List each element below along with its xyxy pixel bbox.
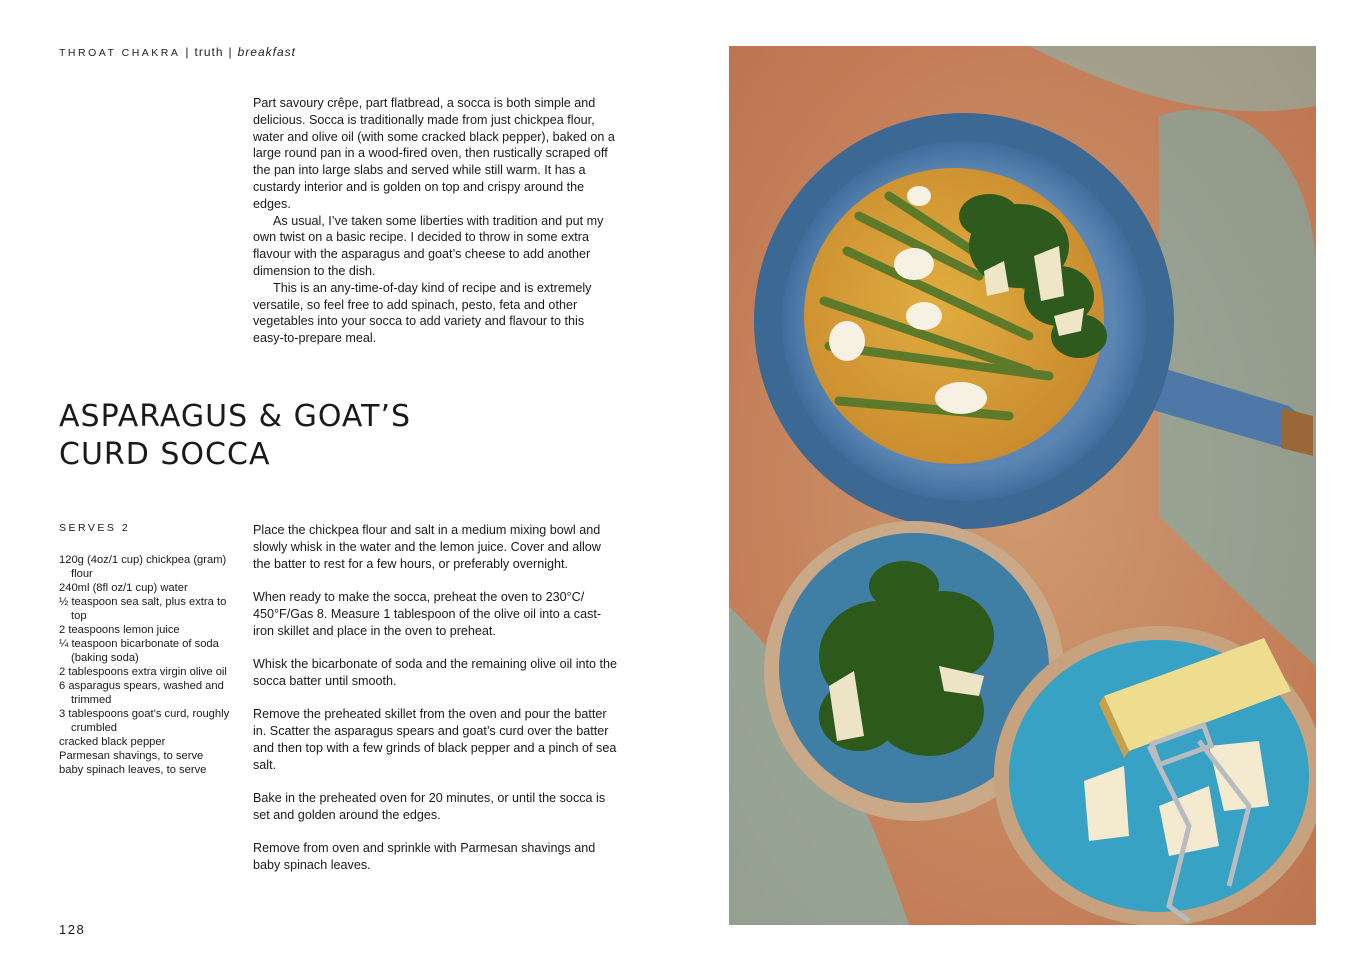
skillet-handle-wood <box>1281 408 1313 456</box>
method-step: Remove from oven and sprinkle with Parmesan shavings and baby spinach leaves. <box>253 841 596 872</box>
method-step: Place the chickpea flour and salt in a medium mixing bowl and slowly whisk in the water and the lemon juice. Cover and allow the batter to rest for a few hours, or preferably overnight. <box>253 523 601 571</box>
header-separator: | <box>185 45 190 59</box>
running-header <box>59 45 296 59</box>
method-step: Whisk the bicarbonate of soda and the remaining olive oil into the socca batter until smooth. <box>253 656 618 688</box>
intro-paragraph: This is an any-time-of-day kind of recipe and is extremely versatile, so feel free to add spinach, pesto, feta and other vegetables into your socca to add variety and flavour to this easy-to-prepare meal. <box>253 280 592 346</box>
ingredient-item: ½ teaspoon sea salt, plus extra to top <box>59 596 227 622</box>
header-separator: | <box>228 45 233 59</box>
ingredient-item: 240ml (8fl oz/1 cup) water <box>59 582 188 594</box>
serves-label: SERVES 2 <box>59 522 131 534</box>
method-step: Bake in the preheated oven for 20 minutes, or until the socca is set and golden around the edges. <box>253 790 606 822</box>
ingredient-item: 2 teaspoons lemon juice <box>59 624 180 636</box>
recipe-title-line: CURD SOCCA <box>59 437 271 472</box>
ingredient-item: cracked black pepper <box>59 736 166 748</box>
ingredient-item: 3 tablespoons goat’s curd, roughly crumbled <box>59 708 230 734</box>
ingredient-item: 2 tablespoons extra virgin olive oil <box>59 666 227 678</box>
cheese-plate <box>994 626 1316 925</box>
ingredient-item: 120g (4oz/1 cup) chickpea (gram) flour <box>59 554 227 580</box>
header-theme: truth <box>194 45 224 59</box>
intro-paragraph: Part savoury crêpe, part flatbread, a socca is both simple and delicious. Socca is traditionally made from just chickpea flour, water and olive oil (with some cracked black pepper), baked on a large round pan in a wood-fired oven, then rustically scraped off the pan into large slabs and served while still warm. It has a custardy interior and is golden on top and crispy around the edges. <box>253 96 615 211</box>
ingredient-item: Parmesan shavings, to serve <box>59 750 204 762</box>
method-step: When ready to make the socca, preheat the oven to 230°C/ 450°F/Gas 8. Measure 1 tablespoon of the olive oil into a cast-iron skillet and place in the oven to preheat. <box>253 589 602 638</box>
recipe-title-line: ASPARAGUS & GOAT’S <box>59 399 412 434</box>
ingredient-item: 6 asparagus spears, washed and trimmed <box>59 680 224 706</box>
intro-paragraph: As usual, I’ve taken some liberties with tradition and put my own twist on a basic recipe. I decided to throw in some extra flavour with the asparagus and goat’s cheese to add another dimension to the dish. <box>253 213 604 278</box>
ingredient-list <box>59 553 239 777</box>
recipe-photo <box>729 46 1316 925</box>
method-steps <box>253 522 621 890</box>
header-meal: breakfast <box>237 45 296 59</box>
header-chakra: THROAT CHAKRA <box>59 47 181 59</box>
page-number: 128 <box>59 922 86 937</box>
ingredient-item: ¼ teaspoon bicarbonate of soda (baking soda) <box>59 638 219 664</box>
recipe-title <box>59 398 479 474</box>
method-step: Remove the preheated skillet from the oven and pour the batter in. Scatter the asparagus spears and goat’s curd over the batter and then top with a few grinds of black pepper and a pinch of sea salt. <box>253 707 617 772</box>
ingredient-item: baby spinach leaves, to serve <box>59 764 207 776</box>
intro-text <box>253 95 615 347</box>
